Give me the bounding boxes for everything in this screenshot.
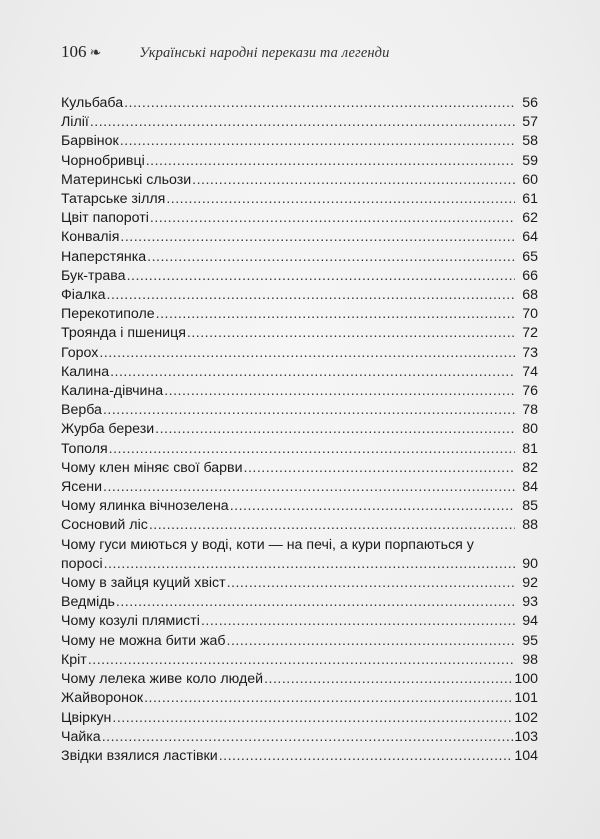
toc-entry-line (61, 171, 538, 190)
toc-entry-line (61, 516, 538, 535)
toc-entry (61, 709, 538, 728)
toc-leader-dots (156, 305, 515, 324)
toc-entry-line (61, 612, 538, 631)
toc-entry-page-number: 104 (514, 747, 538, 764)
toc-entry (61, 382, 538, 401)
toc-entry-page-number: 78 (522, 402, 538, 419)
toc-entry-title: Звідки взялися ластівки (61, 747, 218, 764)
toc-entry-line (61, 113, 538, 132)
toc-entry-title: Материнські сльози (61, 171, 192, 188)
toc-entry (61, 420, 538, 439)
toc-entry-title: Кріт (61, 651, 87, 668)
toc-leader-dots (127, 267, 515, 286)
toc-leader-dots (99, 344, 515, 363)
toc-leader-dots (103, 401, 515, 420)
toc-entry (61, 305, 538, 324)
toc-leader-dots (155, 420, 515, 439)
toc-entry-page-number: 57 (522, 114, 538, 131)
toc-leader-dots (227, 632, 515, 651)
toc-entry-page-number: 66 (522, 267, 538, 284)
toc-leader-dots (109, 440, 515, 459)
toc-entry-line (61, 747, 538, 766)
toc-entry-line (61, 440, 538, 459)
toc-entry-line (61, 344, 538, 363)
toc-entry-line (61, 228, 538, 247)
toc-entry-page-number: 84 (522, 479, 538, 496)
toc-entry-line (61, 248, 538, 267)
toc-entry (61, 401, 538, 420)
toc-entry-page-number: 94 (522, 613, 538, 630)
toc-entry-title: Лілії (61, 114, 89, 131)
toc-entry-line (61, 363, 538, 382)
toc-entry-title: Чому ялинка вічнозелена (61, 498, 229, 515)
toc-entry-title: Цвіркун (61, 709, 112, 726)
toc-entry-page-number: 76 (522, 383, 538, 400)
toc-leader-dots (144, 689, 513, 708)
toc-entry-title: Наперстянка (61, 248, 147, 265)
toc-entry-line (61, 382, 538, 401)
toc-entry-page-number: 73 (522, 344, 538, 361)
toc-entry (61, 459, 538, 478)
toc-entry-line (61, 593, 538, 612)
toc-leader-dots (146, 152, 515, 171)
toc-leader-dots (264, 670, 513, 689)
toc-entry-title: Цвіт папороті (61, 210, 149, 227)
toc-entry-page-number: 100 (514, 671, 538, 688)
toc-entry-line (61, 286, 538, 305)
page-header (61, 42, 541, 66)
toc-entry (61, 651, 538, 670)
toc-leader-dots (201, 612, 515, 631)
toc-entry-title: Ведмідь (61, 594, 115, 611)
toc-entry-title: Кульбаба (61, 95, 124, 111)
toc-entry-title: Фіалка (61, 287, 106, 304)
toc-leader-dots (244, 459, 515, 478)
toc-entry (61, 747, 538, 766)
toc-entry-title: Калина-дівчина (61, 383, 164, 400)
toc-entry-page-number: 88 (522, 517, 538, 534)
toc-entry-title: Чому лелека живе коло людей (61, 671, 264, 688)
toc-entry-line (61, 497, 538, 516)
toc-entry (61, 363, 538, 382)
toc-leader-dots (192, 171, 515, 190)
toc-entry (61, 171, 538, 190)
toc-entry-page-number: 70 (522, 306, 538, 323)
running-title: Українські народні перекази та легенди (139, 45, 390, 61)
toc-entry (61, 516, 538, 535)
toc-entry-title: Барвінок (61, 133, 119, 150)
toc-leader-dots (120, 228, 515, 247)
toc-entry-page-number: 80 (522, 421, 538, 438)
toc-entry-title: Жайворонок (61, 690, 144, 707)
toc-entry (61, 612, 538, 631)
toc-entry-title: Конвалія (61, 229, 120, 246)
toc-leader-dots (103, 478, 515, 497)
toc-entry-line (61, 152, 538, 171)
toc-entry-line (61, 420, 538, 439)
toc-leader-dots (164, 382, 515, 401)
toc-leader-dots (120, 132, 515, 151)
toc-leader-dots (107, 286, 515, 305)
toc-entry-title: Чому в зайця куций хвіст (61, 575, 226, 592)
toc-entry (61, 152, 538, 171)
toc-entry-page-number: 98 (522, 651, 538, 668)
toc-entry (61, 113, 538, 132)
toc-entry-line (61, 651, 538, 670)
toc-entry-line (61, 632, 538, 651)
toc-entry-line (61, 709, 538, 728)
toc-entry-page-number: 65 (522, 248, 538, 265)
toc-entry-title: Бук-трава (61, 267, 126, 284)
table-of-contents (61, 94, 538, 766)
toc-entry (61, 689, 538, 708)
toc-entry-line (61, 209, 538, 228)
toc-entry (61, 497, 538, 516)
toc-leader-dots (150, 209, 515, 228)
toc-entry-page-number: 95 (522, 632, 538, 649)
toc-leader-dots (230, 497, 515, 516)
toc-entry-title: Чайка (61, 728, 101, 745)
toc-entry-title: Горох (61, 344, 99, 361)
toc-entry-title: Ясени (61, 479, 102, 496)
toc-entry-page-number: 56 (522, 95, 538, 111)
toc-entry-page-number: 85 (522, 498, 538, 515)
toc-entry (61, 670, 538, 689)
toc-entry-title: Сосновий ліс (61, 517, 148, 534)
toc-entry-page-number: 61 (522, 191, 538, 208)
toc-leader-dots (166, 190, 515, 209)
toc-leader-dots (187, 324, 515, 343)
toc-entry-title: Троянда і пшениця (61, 325, 186, 342)
toc-entry (61, 286, 538, 305)
toc-entry (61, 632, 538, 651)
toc-entry-line (61, 401, 538, 420)
toc-entry-title: Журба берези (61, 421, 155, 438)
toc-entry-title: Чому козулі плямисті (61, 613, 200, 630)
toc-entry-line (61, 132, 538, 151)
toc-entry (61, 132, 538, 151)
toc-entry-line (61, 689, 538, 708)
toc-entry-title: Татарське зілля (61, 191, 166, 208)
toc-entry (61, 248, 538, 267)
toc-entry-page-number: 68 (522, 287, 538, 304)
toc-entry-title: Чорнобривці (61, 152, 145, 169)
toc-entry-title: Чому не можна бити жаб (61, 632, 226, 649)
toc-entry-page-number: 102 (514, 709, 538, 726)
toc-leader-dots (227, 574, 515, 593)
toc-leader-dots (90, 113, 515, 132)
toc-entry-line (61, 555, 538, 574)
toc-entry-page-number: 81 (522, 440, 538, 457)
toc-entry (61, 536, 538, 574)
toc-entry-page-number: 59 (522, 152, 538, 169)
toc-entry-page-number: 72 (522, 325, 538, 342)
page-number: 106 (61, 42, 87, 61)
toc-entry (61, 209, 538, 228)
toc-entry-page-number: 60 (522, 171, 538, 188)
toc-entry-page-number: 64 (522, 229, 538, 246)
toc-entry-page-number: 90 (522, 555, 538, 572)
toc-entry (61, 478, 538, 497)
toc-entry (61, 267, 538, 286)
toc-entry-page-number: 82 (522, 459, 538, 476)
toc-entry-page-number: 92 (522, 575, 538, 592)
toc-entry (61, 190, 538, 209)
toc-leader-dots (147, 248, 515, 267)
toc-entry-page-number: 62 (522, 210, 538, 227)
toc-entry-line (61, 94, 538, 113)
toc-entry-page-number: 93 (522, 594, 538, 611)
toc-leader-dots (219, 747, 514, 766)
toc-entry-line (61, 478, 538, 497)
toc-entry (61, 728, 538, 747)
toc-entry-title: Перекотиполе (61, 306, 155, 323)
toc-leader-dots (88, 651, 515, 670)
fleuron-ornament-icon: ❧ (89, 45, 102, 61)
toc-leader-dots (116, 593, 515, 612)
toc-entry (61, 94, 538, 113)
toc-entry-page-number: 101 (514, 690, 538, 707)
toc-entry (61, 574, 538, 593)
toc-entry-title: Верба (61, 402, 102, 419)
toc-entry-line (61, 670, 538, 689)
toc-leader-dots (102, 728, 514, 747)
toc-entry (61, 593, 538, 612)
toc-entry (61, 228, 538, 247)
toc-leader-dots (104, 555, 515, 574)
toc-entry (61, 440, 538, 459)
toc-entry-page-number: 103 (514, 728, 538, 745)
toc-leader-dots (124, 94, 515, 113)
toc-entry-title: Калина (61, 363, 110, 380)
toc-entry-line (61, 190, 538, 209)
toc-leader-dots (149, 516, 515, 535)
toc-entry-line (61, 459, 538, 478)
toc-entry-line (61, 728, 538, 747)
toc-entry-page-number: 58 (522, 133, 538, 150)
toc-entry-page-number: 74 (522, 363, 538, 380)
toc-entry-line (61, 267, 538, 286)
toc-entry-line (61, 305, 538, 324)
toc-entry (61, 324, 538, 343)
toc-entry (61, 344, 538, 363)
toc-entry-title: Чому клен міняє свої барви (61, 459, 243, 476)
toc-entry-title: Тополя (61, 440, 108, 457)
toc-entry-line (61, 324, 538, 343)
toc-entry-title: поросі (61, 555, 103, 572)
toc-leader-dots (110, 363, 515, 382)
toc-entry-title-line: Чому гуси миються у воді, коти — на печі, а кури порпаються у (61, 536, 474, 553)
toc-leader-dots (112, 709, 513, 728)
toc-entry-line (61, 574, 538, 593)
